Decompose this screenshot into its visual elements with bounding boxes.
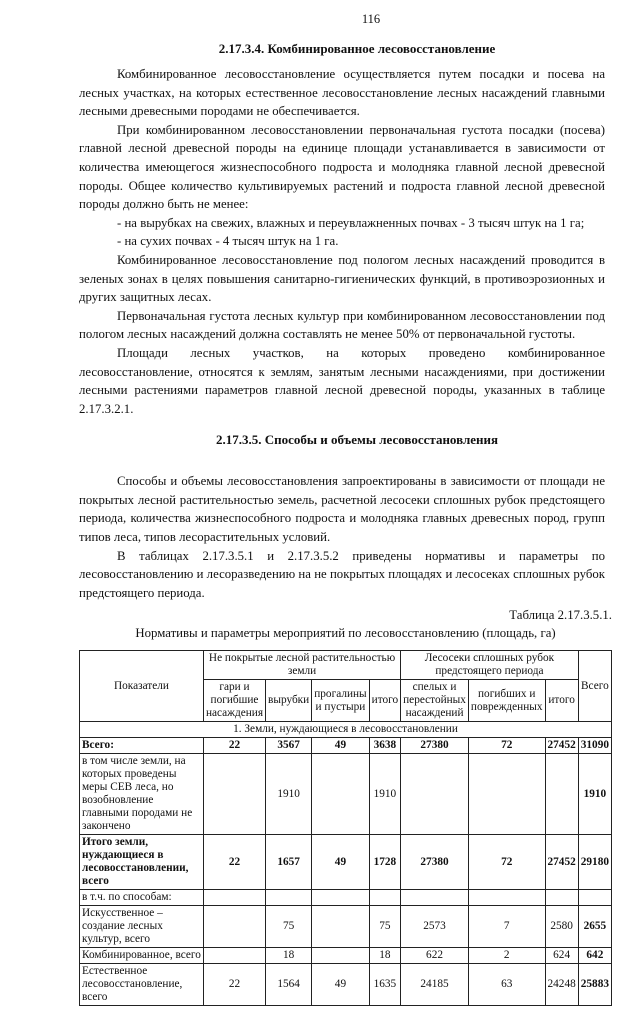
- section2-body: [79, 472, 605, 602]
- paragraph: Комбинированное лесовосстановление осуществляется путем посадки и посева на лесных участках, на которых естественное лесовосстановление лесных насаждений главными лесными древесными породами не обеспечивается.: [79, 67, 605, 119]
- cell-value: 49: [312, 738, 369, 754]
- row-label: в том числе земли, на которых проведены меры СЕВ леса, но возобновление главными породами не закончено: [80, 754, 204, 835]
- cell-value: 29180: [578, 835, 611, 890]
- subheader: итого: [369, 680, 400, 722]
- section-heading: 2.17.3.5. Способы и объемы лесовосстановления: [215, 432, 499, 448]
- header-indicators: Показатели: [80, 651, 204, 722]
- cell-value: 27452: [545, 835, 578, 890]
- cell-value: 1910: [578, 754, 611, 835]
- cell-value: 2: [468, 948, 545, 964]
- cell-value: 7: [468, 906, 545, 948]
- section-row: 1. Земли, нуждающиеся в лесовосстановлении: [80, 722, 612, 738]
- cell-value: 25883: [578, 964, 611, 1006]
- header-group-clearcuts: Лесосеки сплошных рубок предстоящего периода: [401, 651, 579, 680]
- cell-value: [203, 754, 265, 835]
- cell-value: [369, 890, 400, 906]
- cell-value: 27380: [401, 835, 469, 890]
- cell-value: 22: [203, 835, 265, 890]
- cell-value: 3567: [266, 738, 312, 754]
- cell-value: 1564: [266, 964, 312, 1006]
- cell-value: [312, 906, 369, 948]
- cell-value: [203, 948, 265, 964]
- table-row: [80, 964, 612, 1006]
- cell-value: 31090: [578, 738, 611, 754]
- table-row: [80, 738, 612, 754]
- cell-value: 624: [545, 948, 578, 964]
- cell-value: [545, 754, 578, 835]
- cell-value: 75: [369, 906, 400, 948]
- cell-value: [312, 890, 369, 906]
- table-row: [80, 890, 612, 906]
- cell-value: [401, 754, 469, 835]
- paragraph: - на сухих почвах - 4 тысяч штук на 1 га.: [117, 234, 339, 249]
- cell-value: 18: [369, 948, 400, 964]
- cell-value: [545, 890, 578, 906]
- subheader: погибших и поврежденных: [468, 680, 545, 722]
- cell-value: 2573: [401, 906, 469, 948]
- paragraph: Первоначальная густота лесных культур при комбинированном лесовосстановлении под пологом лесных насаждений должна составлять не менее 50% от первоначальной густоты.: [79, 308, 605, 342]
- cell-value: 642: [578, 948, 611, 964]
- subheader: прогалины и пустыри: [312, 680, 369, 722]
- cell-value: 22: [203, 964, 265, 1006]
- subheader: итого: [545, 680, 578, 722]
- cell-value: 2655: [578, 906, 611, 948]
- row-label: Всего:: [80, 738, 204, 754]
- cell-value: 72: [468, 835, 545, 890]
- cell-value: 49: [312, 835, 369, 890]
- row-label: Естественное лесовосстановление, всего: [80, 964, 204, 1006]
- cell-value: 24185: [401, 964, 469, 1006]
- cell-value: [266, 890, 312, 906]
- page-number: 116: [361, 12, 381, 26]
- section-heading: 2.17.3.4. Комбинированное лесовосстановление: [218, 41, 496, 56]
- cell-value: [312, 948, 369, 964]
- cell-value: 1910: [266, 754, 312, 835]
- cell-value: 49: [312, 964, 369, 1006]
- cell-value: 22: [203, 738, 265, 754]
- cell-value: [203, 906, 265, 948]
- paragraph: В таблицах 2.17.3.5.1 и 2.17.3.5.2 приведены нормативы и параметры по лесовосстановлению и лесоразведению на не покрытых площадях и лесосеках сплошных рубок предстоящего периода.: [79, 548, 605, 600]
- row-label: Искусственное – создание лесных культур, всего: [80, 906, 204, 948]
- table-label: Таблица 2.17.3.5.1.: [509, 608, 612, 623]
- paragraph: Способы и объемы лесовосстановления запроектированы в зависимости от площади не покрытых лесной растительностью земель, расчетной лесосеки сплошных рубок предстоящего периода, количества жизнеспособного подроста и молодняка главных древесных пород, групп типов леса, типов лесорастительных условий.: [79, 474, 605, 545]
- cell-value: [203, 890, 265, 906]
- table-title: Нормативы и параметры мероприятий по лесовосстановлению (площадь, га): [135, 626, 556, 641]
- header-group-unforested: Не покрытые лесной растительностью земли: [203, 651, 400, 680]
- cell-value: [468, 890, 545, 906]
- cell-value: 1657: [266, 835, 312, 890]
- cell-value: [401, 890, 469, 906]
- paragraph: При комбинированном лесовосстановлении первоначальная густота посадки (посева) главной лесной древесной породы на единице площади устанавливается в зависимости от количества имеющегося жизнеспособного подроста и молодняка главной лесной древесной породы. Общее количество культивируемых растений и подроста главной лесной древесной породы должно быть не менее:: [79, 122, 605, 212]
- cell-value: 24248: [545, 964, 578, 1006]
- cell-value: 27380: [401, 738, 469, 754]
- cell-value: 2580: [545, 906, 578, 948]
- table-row: [80, 754, 612, 835]
- row-label: Итого земли, нуждающиеся в лесовосстановлении, всего: [80, 835, 204, 890]
- row-label: Комбинированное, всего: [80, 948, 204, 964]
- row-label: в т.ч. по способам:: [80, 890, 204, 906]
- cell-value: 1728: [369, 835, 400, 890]
- subheader: вырубки: [266, 680, 312, 722]
- table-row: [80, 948, 612, 964]
- table-row: [80, 906, 612, 948]
- cell-value: [578, 890, 611, 906]
- cell-value: 3638: [369, 738, 400, 754]
- subheader: гари и погибшие насаждения: [203, 680, 265, 722]
- cell-value: 63: [468, 964, 545, 1006]
- cell-value: [468, 754, 545, 835]
- paragraph: Комбинированное лесовосстановление под пологом лесных насаждений проводится в зеленых зонах в целях повышения санитарно-гигиенических функций, в противоэрозионных и других защитных лесах.: [79, 252, 605, 305]
- cell-value: 622: [401, 948, 469, 964]
- subheader: спелых и перестойных насаждений: [401, 680, 469, 722]
- cell-value: 75: [266, 906, 312, 948]
- section1-body: [79, 65, 605, 418]
- cell-value: 72: [468, 738, 545, 754]
- cell-value: 18: [266, 948, 312, 964]
- reforestation-table: [79, 650, 612, 1006]
- cell-value: 1910: [369, 754, 400, 835]
- header-total: Всего: [578, 651, 611, 722]
- cell-value: 27452: [545, 738, 578, 754]
- cell-value: 1635: [369, 964, 400, 1006]
- paragraph: Площади лесных участков, на которых проведено комбинированное лесовосстановление, относятся к землям, занятым лесными насаждениями, при достижении лесными растениями параметров главной лесной древесной породы, указанных в таблице 2.17.3.2.1.: [79, 345, 605, 416]
- paragraph: - на вырубках на свежих, влажных и переувлажненных почвах - 3 тысяч штук на 1 га;: [117, 215, 585, 230]
- table-row: [80, 835, 612, 890]
- cell-value: [312, 754, 369, 835]
